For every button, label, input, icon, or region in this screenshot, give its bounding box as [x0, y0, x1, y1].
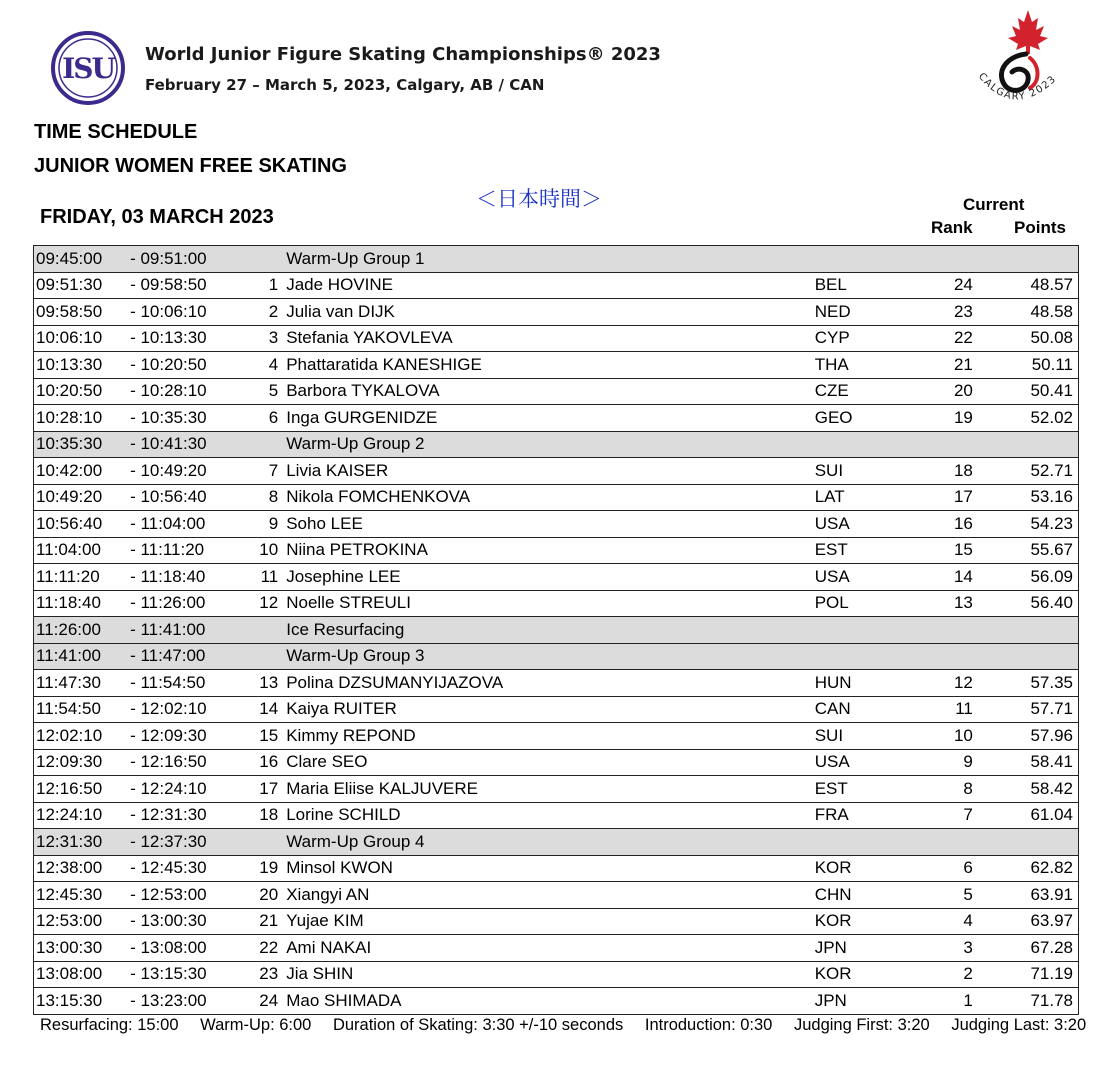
- start-number: 10: [230, 537, 286, 564]
- session-label: Warm-Up Group 3: [286, 643, 815, 670]
- table-row: [34, 405, 1079, 432]
- current-points: 57.71: [973, 696, 1079, 723]
- nation: LAT: [815, 484, 921, 511]
- nation: CYP: [815, 325, 921, 352]
- session-label: Warm-Up Group 2: [286, 431, 815, 458]
- start-time: 11:41:00: [34, 643, 131, 670]
- start-number: 2: [230, 299, 286, 326]
- start-time: 10:06:10: [34, 325, 131, 352]
- end-time: - 10:28:10: [130, 378, 230, 405]
- current-rank: 14: [921, 564, 973, 591]
- start-number: 24: [230, 988, 286, 1015]
- start-time: 09:45:00: [34, 246, 131, 273]
- current-rank: 7: [921, 802, 973, 829]
- nation: CAN: [815, 696, 921, 723]
- start-time: 10:20:50: [34, 378, 131, 405]
- end-time: - 10:13:30: [130, 325, 230, 352]
- end-time: - 11:26:00: [130, 590, 230, 617]
- table-row: [34, 882, 1079, 909]
- current-points: 56.40: [973, 590, 1079, 617]
- current-rank: 23: [921, 299, 973, 326]
- calgary-2023-logo: [968, 8, 1068, 116]
- current-points: 53.16: [973, 484, 1079, 511]
- calgary-logo-text: CALGARY 2023: [975, 71, 1059, 103]
- event-subtitle: JUNIOR WOMEN FREE SKATING: [34, 155, 347, 177]
- end-time: - 11:04:00: [130, 511, 230, 538]
- start-number: 6: [230, 405, 286, 432]
- current-rank: 5: [921, 882, 973, 909]
- current-points: [973, 246, 1079, 273]
- table-row: [34, 696, 1079, 723]
- end-time: - 10:49:20: [130, 458, 230, 485]
- end-time: - 11:54:50: [130, 670, 230, 697]
- table-row: [34, 961, 1079, 988]
- current-rank: 18: [921, 458, 973, 485]
- nation: POL: [815, 590, 921, 617]
- session-label: Warm-Up Group 4: [286, 829, 815, 856]
- nation: SUI: [815, 458, 921, 485]
- isu-logo-text: ISU: [62, 52, 114, 85]
- nation: BEL: [815, 272, 921, 299]
- current-points: 58.41: [973, 749, 1079, 776]
- current-rank: 17: [921, 484, 973, 511]
- skater-swirl-icon: [1001, 54, 1028, 90]
- skater-name: Josephine LEE: [286, 564, 815, 591]
- current-rank: 16: [921, 511, 973, 538]
- end-time: - 10:06:10: [130, 299, 230, 326]
- skater-name: Maria Eliise KALJUVERE: [286, 776, 815, 803]
- start-number: 14: [230, 696, 286, 723]
- skater-name: Clare SEO: [286, 749, 815, 776]
- table-row: [34, 988, 1079, 1015]
- start-time: 12:38:00: [34, 855, 131, 882]
- start-number: 16: [230, 749, 286, 776]
- start-time: 13:08:00: [34, 961, 131, 988]
- current-points: 62.82: [973, 855, 1079, 882]
- current-points: 50.11: [973, 352, 1079, 379]
- current-points: [973, 431, 1079, 458]
- start-time: 10:28:10: [34, 405, 131, 432]
- end-time: - 11:11:20: [130, 537, 230, 564]
- table-row: [34, 484, 1079, 511]
- nation: CZE: [815, 378, 921, 405]
- start-time: 13:15:30: [34, 988, 131, 1015]
- start-number: 19: [230, 855, 286, 882]
- end-time: - 10:35:30: [130, 405, 230, 432]
- nation: THA: [815, 352, 921, 379]
- end-time: - 11:47:00: [130, 643, 230, 670]
- start-time: 12:09:30: [34, 749, 131, 776]
- nation: USA: [815, 564, 921, 591]
- nation: USA: [815, 749, 921, 776]
- end-time: - 13:08:00: [130, 935, 230, 962]
- nation: CHN: [815, 882, 921, 909]
- current-rank: 15: [921, 537, 973, 564]
- end-time: - 12:53:00: [130, 882, 230, 909]
- table-row: [34, 670, 1079, 697]
- maple-leaf-icon: [1008, 10, 1048, 54]
- current-points: 48.57: [973, 272, 1079, 299]
- column-header-rank: Rank: [931, 218, 973, 237]
- start-time: 11:47:30: [34, 670, 131, 697]
- start-time: 12:24:10: [34, 802, 131, 829]
- column-header-current: Current: [963, 195, 1025, 214]
- end-time: - 09:51:00: [130, 246, 230, 273]
- skater-name: Yujae KIM: [286, 908, 815, 935]
- start-number: 1: [230, 272, 286, 299]
- skater-name: Barbora TYKALOVA: [286, 378, 815, 405]
- current-points: 63.91: [973, 882, 1079, 909]
- start-time: 10:35:30: [34, 431, 131, 458]
- skater-name: Inga GURGENIDZE: [286, 405, 815, 432]
- document-title: TIME SCHEDULE: [34, 121, 198, 143]
- current-rank: 13: [921, 590, 973, 617]
- start-number: 13: [230, 670, 286, 697]
- current-rank: 8: [921, 776, 973, 803]
- event-dates: February 27 – March 5, 2023, Calgary, AB / CAN: [145, 76, 545, 94]
- current-points: [973, 829, 1079, 856]
- table-row: [34, 723, 1079, 750]
- current-points: 57.35: [973, 670, 1079, 697]
- nation: KOR: [815, 961, 921, 988]
- current-rank: 9: [921, 749, 973, 776]
- start-number: [230, 431, 286, 458]
- skater-name: Minsol KWON: [286, 855, 815, 882]
- end-time: - 12:16:50: [130, 749, 230, 776]
- current-rank: 1: [921, 988, 973, 1015]
- table-row: [34, 458, 1079, 485]
- footer-judging-first: Judging First: 3:20: [793, 1016, 930, 1034]
- end-time: - 09:58:50: [130, 272, 230, 299]
- start-time: 12:45:30: [34, 882, 131, 909]
- current-points: [973, 643, 1079, 670]
- start-number: [230, 246, 286, 273]
- nation: KOR: [815, 908, 921, 935]
- nation: SUI: [815, 723, 921, 750]
- table-row-break: [34, 643, 1079, 670]
- table-row: [34, 855, 1079, 882]
- end-time: - 11:41:00: [130, 617, 230, 644]
- table-row: [34, 749, 1079, 776]
- end-time: - 13:23:00: [130, 988, 230, 1015]
- table-row: [34, 511, 1079, 538]
- nation: FRA: [815, 802, 921, 829]
- nation: [815, 617, 921, 644]
- end-time: - 12:45:30: [130, 855, 230, 882]
- start-time: 11:54:50: [34, 696, 131, 723]
- end-time: - 12:09:30: [130, 723, 230, 750]
- start-time: 09:51:30: [34, 272, 131, 299]
- current-rank: [921, 643, 973, 670]
- nation: [815, 829, 921, 856]
- skater-name: Kaiya RUITER: [286, 696, 815, 723]
- skater-name: Mao SHIMADA: [286, 988, 815, 1015]
- nation: [815, 643, 921, 670]
- current-rank: [921, 617, 973, 644]
- nation: HUN: [815, 670, 921, 697]
- table-row: [34, 802, 1079, 829]
- current-points: 50.41: [973, 378, 1079, 405]
- current-points: 52.02: [973, 405, 1079, 432]
- start-time: 09:58:50: [34, 299, 131, 326]
- end-time: - 10:41:30: [130, 431, 230, 458]
- current-rank: 11: [921, 696, 973, 723]
- start-time: 10:49:20: [34, 484, 131, 511]
- start-number: 15: [230, 723, 286, 750]
- current-points: 58.42: [973, 776, 1079, 803]
- skater-name: Phattaratida KANESHIGE: [286, 352, 815, 379]
- table-row: [34, 272, 1079, 299]
- start-time: 10:42:00: [34, 458, 131, 485]
- current-rank: [921, 246, 973, 273]
- skater-name: Livia KAISER: [286, 458, 815, 485]
- start-time: 11:18:40: [34, 590, 131, 617]
- current-points: 57.96: [973, 723, 1079, 750]
- skater-name: Noelle STREULI: [286, 590, 815, 617]
- skater-name: Julia van DIJK: [286, 299, 815, 326]
- table-row-break: [34, 617, 1079, 644]
- current-points: 55.67: [973, 537, 1079, 564]
- start-number: 11: [230, 564, 286, 591]
- skater-name: Ami NAKAI: [286, 935, 815, 962]
- table-row: [34, 299, 1079, 326]
- start-number: 4: [230, 352, 286, 379]
- end-time: - 10:56:40: [130, 484, 230, 511]
- start-number: 3: [230, 325, 286, 352]
- start-time: 11:11:20: [34, 564, 131, 591]
- table-row-break: [34, 431, 1079, 458]
- table-row: [34, 776, 1079, 803]
- table-row: [34, 590, 1079, 617]
- table-row: [34, 908, 1079, 935]
- start-number: 17: [230, 776, 286, 803]
- session-label: Ice Resurfacing: [286, 617, 815, 644]
- current-points: 61.04: [973, 802, 1079, 829]
- table-row-break: [34, 829, 1079, 856]
- schedule-body: [34, 246, 1079, 1015]
- nation: KOR: [815, 855, 921, 882]
- start-time: 13:00:30: [34, 935, 131, 962]
- start-number: 21: [230, 908, 286, 935]
- current-rank: 22: [921, 325, 973, 352]
- start-number: 22: [230, 935, 286, 962]
- day-heading: FRIDAY, 03 MARCH 2023: [40, 206, 274, 228]
- start-number: [230, 829, 286, 856]
- skater-name: Nikola FOMCHENKOVA: [286, 484, 815, 511]
- current-points: 50.08: [973, 325, 1079, 352]
- footer-judging-last: Judging Last: 3:20: [951, 1016, 1087, 1034]
- end-time: - 12:24:10: [130, 776, 230, 803]
- footer-introduction: Introduction: 0:30: [644, 1016, 773, 1034]
- skater-name: Soho LEE: [286, 511, 815, 538]
- event-title: World Junior Figure Skating Championships® 2023: [145, 44, 661, 65]
- current-points: 63.97: [973, 908, 1079, 935]
- current-points: 48.58: [973, 299, 1079, 326]
- nation: EST: [815, 776, 921, 803]
- current-rank: 4: [921, 908, 973, 935]
- current-points: 71.78: [973, 988, 1079, 1015]
- start-number: 5: [230, 378, 286, 405]
- table-row-break: [34, 246, 1079, 273]
- footer-warmup: Warm-Up: 6:00: [200, 1016, 312, 1034]
- current-points: 54.23: [973, 511, 1079, 538]
- skater-name: Niina PETROKINA: [286, 537, 815, 564]
- skater-name: Jia SHIN: [286, 961, 815, 988]
- japan-time-note: ＜日本時間＞: [476, 187, 602, 211]
- skater-name: Polina DZSUMANYIJAZOVA: [286, 670, 815, 697]
- column-header-points: Points: [1014, 218, 1066, 237]
- footer-duration: Duration of Skating: 3:30 +/-10 seconds: [332, 1016, 624, 1034]
- current-rank: 19: [921, 405, 973, 432]
- footer-resurfacing: Resurfacing: 15:00: [40, 1016, 179, 1034]
- nation: [815, 431, 921, 458]
- start-number: 23: [230, 961, 286, 988]
- skater-name: Lorine SCHILD: [286, 802, 815, 829]
- current-rank: [921, 431, 973, 458]
- nation: JPN: [815, 935, 921, 962]
- skater-name: Stefania YAKOVLEVA: [286, 325, 815, 352]
- table-row: [34, 537, 1079, 564]
- table-row: [34, 325, 1079, 352]
- current-rank: 3: [921, 935, 973, 962]
- session-label: Warm-Up Group 1: [286, 246, 815, 273]
- skater-name: Kimmy REPOND: [286, 723, 815, 750]
- current-rank: [921, 829, 973, 856]
- start-number: 20: [230, 882, 286, 909]
- current-points: 71.19: [973, 961, 1079, 988]
- nation: JPN: [815, 988, 921, 1015]
- current-points: 67.28: [973, 935, 1079, 962]
- start-number: [230, 617, 286, 644]
- end-time: - 10:20:50: [130, 352, 230, 379]
- nation: GEO: [815, 405, 921, 432]
- table-row: [34, 352, 1079, 379]
- start-time: 12:31:30: [34, 829, 131, 856]
- start-time: 11:04:00: [34, 537, 131, 564]
- start-number: 7: [230, 458, 286, 485]
- start-number: 8: [230, 484, 286, 511]
- start-time: 11:26:00: [34, 617, 131, 644]
- end-time: - 11:18:40: [130, 564, 230, 591]
- nation: [815, 246, 921, 273]
- current-points: 56.09: [973, 564, 1079, 591]
- current-rank: 21: [921, 352, 973, 379]
- table-row: [34, 935, 1079, 962]
- nation: EST: [815, 537, 921, 564]
- start-time: 10:56:40: [34, 511, 131, 538]
- start-time: 12:53:00: [34, 908, 131, 935]
- current-points: [973, 617, 1079, 644]
- start-number: 12: [230, 590, 286, 617]
- current-rank: 2: [921, 961, 973, 988]
- nation: USA: [815, 511, 921, 538]
- current-rank: 12: [921, 670, 973, 697]
- end-time: - 13:15:30: [130, 961, 230, 988]
- isu-logo: [50, 30, 126, 106]
- skater-name: Xiangyi AN: [286, 882, 815, 909]
- nation: NED: [815, 299, 921, 326]
- schedule-table: [33, 245, 1079, 1015]
- current-rank: 24: [921, 272, 973, 299]
- end-time: - 12:37:30: [130, 829, 230, 856]
- table-row: [34, 564, 1079, 591]
- current-points: 52.71: [973, 458, 1079, 485]
- start-time: 10:13:30: [34, 352, 131, 379]
- start-time: 12:16:50: [34, 776, 131, 803]
- end-time: - 13:00:30: [130, 908, 230, 935]
- start-number: [230, 643, 286, 670]
- current-rank: 10: [921, 723, 973, 750]
- table-row: [34, 378, 1079, 405]
- footer-notes: [40, 1016, 1085, 1035]
- start-number: 18: [230, 802, 286, 829]
- start-time: 12:02:10: [34, 723, 131, 750]
- end-time: - 12:31:30: [130, 802, 230, 829]
- current-rank: 20: [921, 378, 973, 405]
- skater-name: Jade HOVINE: [286, 272, 815, 299]
- current-rank: 6: [921, 855, 973, 882]
- end-time: - 12:02:10: [130, 696, 230, 723]
- start-number: 9: [230, 511, 286, 538]
